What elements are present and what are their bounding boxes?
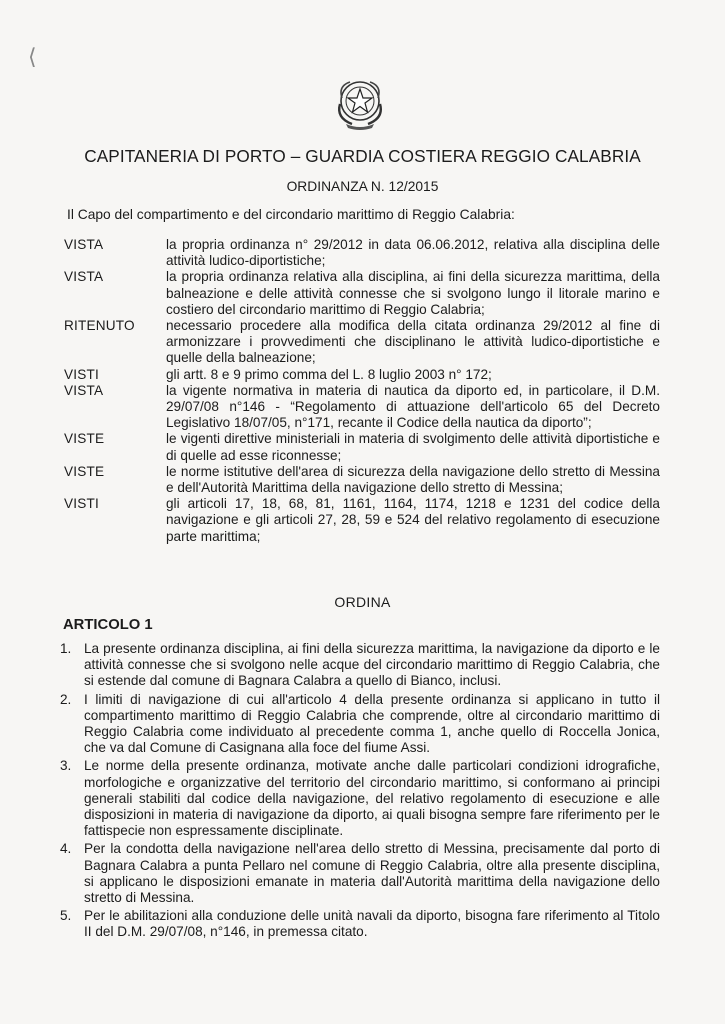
paragraph-number: 2. — [60, 691, 72, 707]
consideration-entry — [64, 269, 660, 318]
consideration-label: VISTA — [64, 269, 104, 285]
consideration-label: VISTE — [64, 431, 105, 447]
consideration-label: VISTA — [64, 237, 104, 252]
paragraph-text: Per le abilitazioni alla conduzione delle unità navali da diporto, bisogna fare riferimento al Titolo II del D.M. 29/07/08, n°146, in premessa citato. — [84, 908, 660, 940]
consideration-entry — [64, 383, 660, 432]
consideration-text: gli articoli 17, 18, 68, 81, 1161, 1164, 1174, 1218 e 1231 del codice della navigazione e gli articoli 27, 28, 59 e 524 del relativo regolamento di esecuzione parte marittima; — [166, 496, 660, 544]
paragraph-number: 3. — [60, 758, 72, 774]
consideration-text: la vigente normativa in materia di nautica da diporto ed, in particolare, il D.M. 29/07/08 n°146 - “Regolamento di attuazione dell'articolo 65 del Decreto Legislativo 18/07/05, n°171, recante il Codice della nautica da diporto”; — [166, 382, 660, 431]
consideration-label: VISTE — [64, 463, 105, 479]
paragraph-number: 5. — [60, 908, 72, 924]
article-paragraph — [60, 641, 660, 690]
consideration-entry — [64, 237, 660, 269]
paragraph-text: I limiti di navigazione di cui all'articolo 4 della presente ordinanza si applicano in tutto il compartimento marittimo di Reggio Calabria che comprende, oltre al circondario marittimo di Reggio Calabria come individuato al precedente comma 1, anche quello di Roccella Jonica, che va dal Comune di Casignana alla foce del fiume Assi. — [84, 691, 660, 756]
article-paragraph — [60, 758, 660, 839]
consideration-text: la propria ordinanza relativa alla disciplina, ai fini della sicurezza marittima, della balneazione e delle attività connesse che si svolgono lungo il litorale marino e costiero del circondario marittimo di Reggio Calabria; — [166, 269, 660, 317]
article-paragraph — [60, 908, 660, 940]
consideration-entry — [64, 464, 660, 496]
consideration-label: VISTI — [64, 496, 99, 512]
article-title: ARTICOLO 1 — [63, 617, 153, 633]
consideration-entry — [64, 367, 660, 383]
article-paragraph — [60, 841, 660, 906]
consideration-label: VISTI — [64, 366, 99, 382]
consideration-text: necessario procedere alla modifica della citata ordinanza 29/2012 al fine di armonizzare i provvedimenti che disciplinano le attività ludico-diportistiche e quelle della balneazione; — [166, 318, 660, 366]
consideration-label: RITENUTO — [64, 318, 135, 334]
article-paragraph — [60, 692, 660, 757]
consideration-label: VISTA — [64, 382, 104, 398]
scan-artifact: ⟨ — [28, 44, 37, 69]
paragraph-text: La presente ordinanza disciplina, ai fini della sicurezza marittima, la navigazione da diporto e le attività connesse che si svolgono nelle acque del circondario marittimo di Reggio Calabria, che si estende dal comune di Bagnara Calabra a quello di Bianco, inclusi. — [84, 641, 660, 689]
consideration-text: le vigenti direttive ministeriali in materia di svolgimento delle attività diportistiche e di quelle ad esse riconnesse; — [166, 431, 660, 463]
consideration-text: gli artt. 8 e 9 primo comma del L. 8 luglio 2003 n° 172; — [166, 366, 492, 382]
consideration-text: la propria ordinanza n° 29/2012 in data 06.06.2012, relativa alla disciplina delle attività ludico-diportistiche; — [166, 237, 660, 269]
ordina-heading: ORDINA — [334, 594, 391, 610]
italian-republic-emblem-icon — [332, 74, 388, 132]
article-paragraphs — [60, 641, 660, 943]
paragraph-text: Le norme della presente ordinanza, motivate anche dalle particolari condizioni idrografiche, morfologiche e organizzative del territorio del circondario marittimo, si conformano ai principi generali stabiliti dal codice della navigazione, del relativo regolamento di esecuzione e alle disposizioni in materia di navigazione da diporto, ai quali bisogna sempre fare riferimento per le fattispecie non espressamente disciplinate. — [84, 758, 660, 839]
considerations-list — [64, 237, 660, 545]
paragraph-number: 1. — [60, 641, 72, 656]
page-title: CAPITANERIA DI PORTO – GUARDIA COSTIERA REGGIO CALABRIA — [84, 146, 641, 166]
consideration-entry — [64, 318, 660, 367]
paragraph-number: 4. — [60, 841, 72, 857]
consideration-text: le norme istitutive dell'area di sicurezza della navigazione dello stretto di Messina e dell'Autorità Marittima della navigazione dello stretto di Messina; — [166, 463, 660, 496]
consideration-entry — [64, 431, 660, 463]
intro-text: Il Capo del compartimento e del circondario marittimo di Reggio Calabria: — [67, 207, 515, 222]
paragraph-text: Per la condotta della navigazione nell'area dello stretto di Messina, precisamente dal porto di Bagnara Calabra a punta Pellaro nel comune di Reggio Calabria, oltre alla presente disciplina, si applicano le disposizioni emanate in materia dall'Autorità marittima della navigazione dello stretto di Messina. — [84, 841, 660, 906]
ordinance-number: ORDINANZA N. 12/2015 — [286, 179, 439, 194]
consideration-entry — [64, 496, 660, 545]
